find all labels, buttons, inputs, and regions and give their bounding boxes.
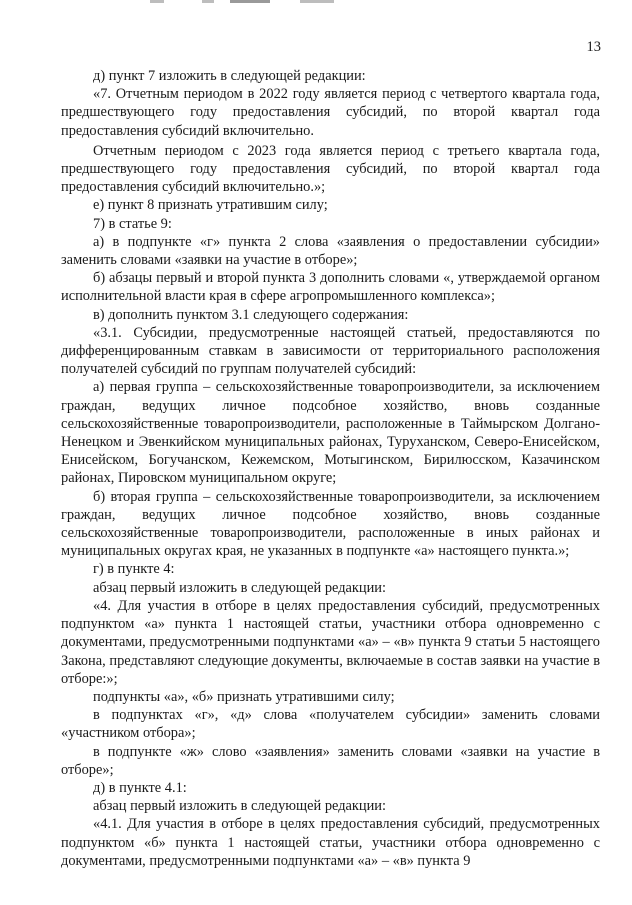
- paragraph: а) в подпункте «г» пункта 2 слова «заявления о предоставлении субсидии» заменить словами «заявки на участие в отборе»;: [61, 233, 600, 269]
- paragraph: абзац первый изложить в следующей редакции:: [93, 579, 387, 596]
- paragraph: в подпункте «ж» слово «заявления» заменить словами «заявки на участие в отборе»;: [61, 743, 600, 778]
- paragraph: в подпунктах «г», «д» слова «получателем субсидии» заменить словами «участником отбора»;: [61, 707, 600, 742]
- paragraph: подпункты «а», «б» признать утратившими силу;: [93, 688, 395, 705]
- paragraph: д) в пункте 4.1:: [93, 779, 187, 796]
- paragraph: «7. Отчетным периодом в 2022 году является период с четвертого квартала года, предшествующего году предоставления субсидий, по второй квартал года предоставления субсидий включительно.: [61, 86, 600, 139]
- paragraph: «4.1. Для участия в отборе в целях предоставления субсидий, предусмотренных подпунктом «б» пункта 1 настоящей статьи, участники отбора одновременно с документами, предусмотренными подпунктами «а» – «в» пункта 9: [61, 816, 600, 869]
- paragraph: «4. Для участия в отборе в целях предоставления субсидий, предусмотренных подпунктом «а» пункта 1 настоящей статьи, участники отбора одновременно с документами, предусмотренными подпунктами «а» – «в» пункта 9 статьи 5 настоящего Закона, представляют следующие документы, включаемые в состав заявки на участие в отборе:»;: [61, 597, 600, 687]
- paragraph: б) абзацы первый и второй пункта 3 дополнить словами «, утверждаемой органом исполнительной власти края в сфере агропромышленного комплекса»;: [61, 270, 600, 305]
- paragraph: д) пункт 7 изложить в следующей редакции:: [93, 68, 366, 84]
- paragraph: «3.1. Субсидии, предусмотренные настоящей статьей, предоставляются по дифференцированным ставкам в зависимости от территориального расположения получателей субсидий по группам получателей субсидий:: [61, 324, 600, 378]
- paragraph: абзац первый изложить в следующей редакции:: [93, 798, 387, 815]
- paragraph: в) дополнить пунктом 3.1 следующего содержания:: [93, 306, 409, 323]
- paragraph: б) вторая группа – сельскохозяйственные товаропроизводители, за исключением граждан, ведущих личное подсобное хозяйство, вновь созданные сельскохозяйственные товаропроизводители, расположенные в иных районах и муниципальных округах края, не указанных в подпункте «а» настоящего пункта.»;: [61, 488, 600, 560]
- document-body: [61, 67, 600, 870]
- page-number: 13: [586, 39, 601, 55]
- paragraph: а) первая группа – сельскохозяйственные товаропроизводители, за исключением граждан, ведущих личное подсобное хозяйство, вновь созданные сельскохозяйственные товаропроизводители, расположенные в Таймырском Долгано-Ненецком и Эвенкийском муниципальных районах, Туруханском, Северо-Енисейском, Енисейском, Богучанском, Кежемском, Мотыгинском, Бирилюсском, Казачинском районах, Пировском муниципальном округе;: [61, 379, 600, 487]
- paragraph: 7) в статье 9:: [93, 215, 172, 232]
- scan-artifact-marks: [150, 0, 370, 4]
- paragraph: е) пункт 8 признать утратившим силу;: [93, 197, 328, 214]
- paragraph: г) в пункте 4:: [93, 561, 175, 578]
- paragraph: Отчетным периодом с 2023 года является период с третьего квартала года, предшествующего году предоставления субсидий, по второй квартал года предоставления субсидий включительно.»;: [61, 142, 600, 196]
